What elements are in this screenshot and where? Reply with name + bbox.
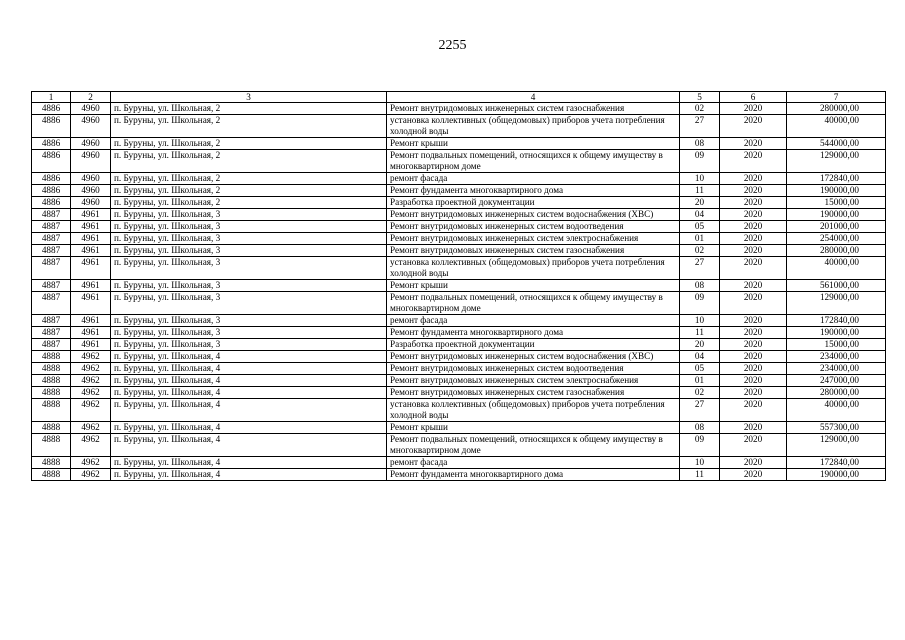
cell-work-code: 11 bbox=[680, 185, 720, 197]
cell-year: 2020 bbox=[720, 257, 787, 280]
cell-address: п. Буруны, ул. Школьная, 4 bbox=[111, 363, 387, 375]
cell-house-id: 4960 bbox=[71, 197, 111, 209]
table-row bbox=[32, 469, 886, 481]
cell-work-type: ремонт фасада bbox=[387, 315, 680, 327]
cell-address: п. Буруны, ул. Школьная, 3 bbox=[111, 245, 387, 257]
cell-house-id: 4962 bbox=[71, 434, 111, 457]
cell-work-code: 20 bbox=[680, 197, 720, 209]
table-row bbox=[32, 399, 886, 422]
table-row bbox=[32, 245, 886, 257]
cell-cost: 544000,00 bbox=[787, 138, 886, 150]
cell-work-code: 01 bbox=[680, 375, 720, 387]
cell-address: п. Буруны, ул. Школьная, 4 bbox=[111, 469, 387, 481]
table-row bbox=[32, 375, 886, 387]
cell-year: 2020 bbox=[720, 434, 787, 457]
cell-work-code: 02 bbox=[680, 387, 720, 399]
cell-work-code: 09 bbox=[680, 434, 720, 457]
cell-house-id: 4961 bbox=[71, 221, 111, 233]
cell-work-type: установка коллективных (общедомовых) приборов учета потребления холодной воды bbox=[387, 257, 680, 280]
cell-year: 2020 bbox=[720, 221, 787, 233]
cell-cost: 40000,00 bbox=[787, 257, 886, 280]
cell-work-type: Ремонт внутридомовых инженерных систем водоотведения bbox=[387, 363, 680, 375]
cell-cost: 234000,00 bbox=[787, 351, 886, 363]
cell-address: п. Буруны, ул. Школьная, 4 bbox=[111, 434, 387, 457]
table-body bbox=[32, 92, 886, 481]
cell-work-type: Ремонт подвальных помещений, относящихся к общему имуществу в многоквартирном доме bbox=[387, 150, 680, 173]
cell-house-id: 4962 bbox=[71, 422, 111, 434]
cell-record-number: 4886 bbox=[32, 138, 71, 150]
cell-record-number: 4887 bbox=[32, 292, 71, 315]
table-row bbox=[32, 422, 886, 434]
table-row bbox=[32, 150, 886, 173]
cell-record-number: 4888 bbox=[32, 422, 71, 434]
cell-cost: 247000,00 bbox=[787, 375, 886, 387]
cell-work-type: Разработка проектной документации bbox=[387, 339, 680, 351]
cell-work-type: установка коллективных (общедомовых) приборов учета потребления холодной воды bbox=[387, 399, 680, 422]
cell-house-id: 4962 bbox=[71, 363, 111, 375]
cell-house-id: 4961 bbox=[71, 209, 111, 221]
cell-address: п. Буруны, ул. Школьная, 3 bbox=[111, 315, 387, 327]
column-header: 6 bbox=[720, 92, 787, 103]
cell-work-code: 09 bbox=[680, 292, 720, 315]
cell-work-code: 10 bbox=[680, 315, 720, 327]
cell-year: 2020 bbox=[720, 363, 787, 375]
cell-cost: 190000,00 bbox=[787, 327, 886, 339]
table-row bbox=[32, 173, 886, 185]
cell-house-id: 4961 bbox=[71, 292, 111, 315]
cell-work-code: 08 bbox=[680, 422, 720, 434]
cell-address: п. Буруны, ул. Школьная, 3 bbox=[111, 233, 387, 245]
cell-cost: 172840,00 bbox=[787, 173, 886, 185]
cell-address: п. Буруны, ул. Школьная, 2 bbox=[111, 103, 387, 115]
cell-cost: 254000,00 bbox=[787, 233, 886, 245]
column-header: 2 bbox=[71, 92, 111, 103]
cell-work-type: Ремонт фундамента многоквартирного дома bbox=[387, 185, 680, 197]
cell-house-id: 4960 bbox=[71, 173, 111, 185]
cell-work-type: Ремонт фундамента многоквартирного дома bbox=[387, 327, 680, 339]
table-row bbox=[32, 387, 886, 399]
table-row bbox=[32, 339, 886, 351]
cell-work-code: 10 bbox=[680, 173, 720, 185]
cell-house-id: 4961 bbox=[71, 233, 111, 245]
cell-address: п. Буруны, ул. Школьная, 2 bbox=[111, 185, 387, 197]
cell-work-type: Ремонт внутридомовых инженерных систем газоснабжения bbox=[387, 387, 680, 399]
cell-year: 2020 bbox=[720, 315, 787, 327]
cell-work-code: 20 bbox=[680, 339, 720, 351]
table-row bbox=[32, 103, 886, 115]
cell-work-code: 27 bbox=[680, 399, 720, 422]
cell-work-code: 05 bbox=[680, 221, 720, 233]
cell-work-type: Ремонт внутридомовых инженерных систем электроснабжения bbox=[387, 375, 680, 387]
cell-address: п. Буруны, ул. Школьная, 4 bbox=[111, 351, 387, 363]
cell-house-id: 4960 bbox=[71, 138, 111, 150]
cell-year: 2020 bbox=[720, 351, 787, 363]
cell-record-number: 4886 bbox=[32, 103, 71, 115]
table-row bbox=[32, 351, 886, 363]
cell-record-number: 4888 bbox=[32, 387, 71, 399]
cell-work-code: 05 bbox=[680, 363, 720, 375]
cell-cost: 15000,00 bbox=[787, 197, 886, 209]
cell-cost: 129000,00 bbox=[787, 150, 886, 173]
cell-address: п. Буруны, ул. Школьная, 3 bbox=[111, 339, 387, 351]
cell-address: п. Буруны, ул. Школьная, 2 bbox=[111, 173, 387, 185]
cell-cost: 15000,00 bbox=[787, 339, 886, 351]
cell-work-type: Ремонт внутридомовых инженерных систем газоснабжения bbox=[387, 245, 680, 257]
cell-work-type: Ремонт фундамента многоквартирного дома bbox=[387, 469, 680, 481]
cell-work-type: установка коллективных (общедомовых) приборов учета потребления холодной воды bbox=[387, 115, 680, 138]
cell-cost: 129000,00 bbox=[787, 434, 886, 457]
cell-record-number: 4886 bbox=[32, 173, 71, 185]
cell-work-type: Ремонт внутридомовых инженерных систем электроснабжения bbox=[387, 233, 680, 245]
cell-record-number: 4888 bbox=[32, 399, 71, 422]
table-row bbox=[32, 138, 886, 150]
table-row bbox=[32, 457, 886, 469]
cell-work-type: Ремонт крыши bbox=[387, 280, 680, 292]
cell-cost: 172840,00 bbox=[787, 315, 886, 327]
column-header: 7 bbox=[787, 92, 886, 103]
cell-work-code: 02 bbox=[680, 103, 720, 115]
cell-record-number: 4888 bbox=[32, 375, 71, 387]
cell-address: п. Буруны, ул. Школьная, 3 bbox=[111, 327, 387, 339]
cell-house-id: 4960 bbox=[71, 185, 111, 197]
cell-year: 2020 bbox=[720, 399, 787, 422]
cell-house-id: 4962 bbox=[71, 399, 111, 422]
cell-house-id: 4961 bbox=[71, 257, 111, 280]
cell-work-code: 01 bbox=[680, 233, 720, 245]
cell-work-type: Разработка проектной документации bbox=[387, 197, 680, 209]
cell-cost: 201000,00 bbox=[787, 221, 886, 233]
cell-work-type: ремонт фасада bbox=[387, 173, 680, 185]
cell-record-number: 4887 bbox=[32, 257, 71, 280]
cell-year: 2020 bbox=[720, 185, 787, 197]
cell-record-number: 4886 bbox=[32, 150, 71, 173]
cell-house-id: 4961 bbox=[71, 327, 111, 339]
table-row bbox=[32, 280, 886, 292]
cell-work-type: ремонт фасада bbox=[387, 457, 680, 469]
cell-year: 2020 bbox=[720, 469, 787, 481]
cell-year: 2020 bbox=[720, 233, 787, 245]
table-row bbox=[32, 363, 886, 375]
cell-record-number: 4886 bbox=[32, 185, 71, 197]
cell-year: 2020 bbox=[720, 292, 787, 315]
cell-year: 2020 bbox=[720, 197, 787, 209]
cell-record-number: 4886 bbox=[32, 115, 71, 138]
cell-work-type: Ремонт подвальных помещений, относящихся к общему имуществу в многоквартирном доме bbox=[387, 434, 680, 457]
column-header: 1 bbox=[32, 92, 71, 103]
cell-house-id: 4961 bbox=[71, 245, 111, 257]
cell-record-number: 4888 bbox=[32, 434, 71, 457]
cell-record-number: 4887 bbox=[32, 280, 71, 292]
cell-year: 2020 bbox=[720, 150, 787, 173]
column-header: 3 bbox=[111, 92, 387, 103]
table-row bbox=[32, 209, 886, 221]
table-header-row bbox=[32, 92, 886, 103]
cell-cost: 561000,00 bbox=[787, 280, 886, 292]
cell-address: п. Буруны, ул. Школьная, 4 bbox=[111, 457, 387, 469]
cell-year: 2020 bbox=[720, 280, 787, 292]
cell-cost: 190000,00 bbox=[787, 185, 886, 197]
cell-record-number: 4887 bbox=[32, 209, 71, 221]
cell-work-type: Ремонт подвальных помещений, относящихся к общему имуществу в многоквартирном доме bbox=[387, 292, 680, 315]
cell-work-type: Ремонт крыши bbox=[387, 138, 680, 150]
cell-year: 2020 bbox=[720, 103, 787, 115]
cell-work-code: 02 bbox=[680, 245, 720, 257]
cell-address: п. Буруны, ул. Школьная, 3 bbox=[111, 209, 387, 221]
column-header: 4 bbox=[387, 92, 680, 103]
cell-year: 2020 bbox=[720, 138, 787, 150]
cell-record-number: 4886 bbox=[32, 197, 71, 209]
cell-address: п. Буруны, ул. Школьная, 4 bbox=[111, 387, 387, 399]
cell-house-id: 4962 bbox=[71, 351, 111, 363]
cell-cost: 172840,00 bbox=[787, 457, 886, 469]
cell-work-code: 08 bbox=[680, 138, 720, 150]
cell-record-number: 4888 bbox=[32, 351, 71, 363]
cell-house-id: 4962 bbox=[71, 457, 111, 469]
cell-record-number: 4888 bbox=[32, 363, 71, 375]
cell-year: 2020 bbox=[720, 387, 787, 399]
cell-house-id: 4962 bbox=[71, 375, 111, 387]
cell-work-type: Ремонт внутридомовых инженерных систем водоотведения bbox=[387, 221, 680, 233]
cell-address: п. Буруны, ул. Школьная, 4 bbox=[111, 399, 387, 422]
column-header: 5 bbox=[680, 92, 720, 103]
cell-work-code: 11 bbox=[680, 469, 720, 481]
repair-register-table bbox=[31, 91, 886, 481]
table-row bbox=[32, 185, 886, 197]
cell-cost: 557300,00 bbox=[787, 422, 886, 434]
table-row bbox=[32, 221, 886, 233]
cell-work-code: 27 bbox=[680, 115, 720, 138]
cell-address: п. Буруны, ул. Школьная, 2 bbox=[111, 115, 387, 138]
cell-work-code: 27 bbox=[680, 257, 720, 280]
cell-cost: 280000,00 bbox=[787, 103, 886, 115]
cell-work-code: 10 bbox=[680, 457, 720, 469]
table-row bbox=[32, 257, 886, 280]
cell-cost: 190000,00 bbox=[787, 209, 886, 221]
cell-address: п. Буруны, ул. Школьная, 4 bbox=[111, 375, 387, 387]
cell-year: 2020 bbox=[720, 375, 787, 387]
cell-cost: 129000,00 bbox=[787, 292, 886, 315]
cell-work-code: 04 bbox=[680, 351, 720, 363]
cell-record-number: 4887 bbox=[32, 233, 71, 245]
cell-house-id: 4961 bbox=[71, 280, 111, 292]
cell-address: п. Буруны, ул. Школьная, 3 bbox=[111, 292, 387, 315]
cell-work-type: Ремонт крыши bbox=[387, 422, 680, 434]
cell-record-number: 4887 bbox=[32, 339, 71, 351]
cell-address: п. Буруны, ул. Школьная, 2 bbox=[111, 138, 387, 150]
page-number: 2255 bbox=[438, 38, 467, 53]
cell-house-id: 4961 bbox=[71, 339, 111, 351]
cell-work-code: 04 bbox=[680, 209, 720, 221]
cell-address: п. Буруны, ул. Школьная, 4 bbox=[111, 422, 387, 434]
cell-record-number: 4887 bbox=[32, 221, 71, 233]
cell-record-number: 4888 bbox=[32, 469, 71, 481]
cell-cost: 190000,00 bbox=[787, 469, 886, 481]
cell-house-id: 4962 bbox=[71, 469, 111, 481]
table-row bbox=[32, 233, 886, 245]
table-row bbox=[32, 327, 886, 339]
cell-work-type: Ремонт внутридомовых инженерных систем водоснабжения (ХВС) bbox=[387, 351, 680, 363]
cell-house-id: 4960 bbox=[71, 103, 111, 115]
cell-house-id: 4960 bbox=[71, 115, 111, 138]
cell-house-id: 4961 bbox=[71, 315, 111, 327]
cell-address: п. Буруны, ул. Школьная, 3 bbox=[111, 280, 387, 292]
cell-cost: 40000,00 bbox=[787, 399, 886, 422]
cell-year: 2020 bbox=[720, 173, 787, 185]
cell-work-code: 09 bbox=[680, 150, 720, 173]
table-row bbox=[32, 292, 886, 315]
cell-address: п. Буруны, ул. Школьная, 3 bbox=[111, 221, 387, 233]
cell-work-code: 08 bbox=[680, 280, 720, 292]
cell-year: 2020 bbox=[720, 115, 787, 138]
cell-address: п. Буруны, ул. Школьная, 2 bbox=[111, 197, 387, 209]
cell-year: 2020 bbox=[720, 209, 787, 221]
table-row bbox=[32, 197, 886, 209]
cell-year: 2020 bbox=[720, 339, 787, 351]
cell-cost: 234000,00 bbox=[787, 363, 886, 375]
cell-year: 2020 bbox=[720, 245, 787, 257]
cell-record-number: 4888 bbox=[32, 457, 71, 469]
table-row bbox=[32, 434, 886, 457]
cell-work-type: Ремонт внутридомовых инженерных систем газоснабжения bbox=[387, 103, 680, 115]
cell-year: 2020 bbox=[720, 327, 787, 339]
cell-year: 2020 bbox=[720, 457, 787, 469]
cell-year: 2020 bbox=[720, 422, 787, 434]
table-row bbox=[32, 115, 886, 138]
cell-cost: 280000,00 bbox=[787, 387, 886, 399]
cell-cost: 40000,00 bbox=[787, 115, 886, 138]
cell-house-id: 4960 bbox=[71, 150, 111, 173]
cell-record-number: 4887 bbox=[32, 245, 71, 257]
cell-record-number: 4887 bbox=[32, 315, 71, 327]
table-row bbox=[32, 315, 886, 327]
cell-house-id: 4962 bbox=[71, 387, 111, 399]
cell-address: п. Буруны, ул. Школьная, 2 bbox=[111, 150, 387, 173]
cell-cost: 280000,00 bbox=[787, 245, 886, 257]
cell-work-type: Ремонт внутридомовых инженерных систем водоснабжения (ХВС) bbox=[387, 209, 680, 221]
cell-work-code: 11 bbox=[680, 327, 720, 339]
cell-address: п. Буруны, ул. Школьная, 3 bbox=[111, 257, 387, 280]
cell-record-number: 4887 bbox=[32, 327, 71, 339]
